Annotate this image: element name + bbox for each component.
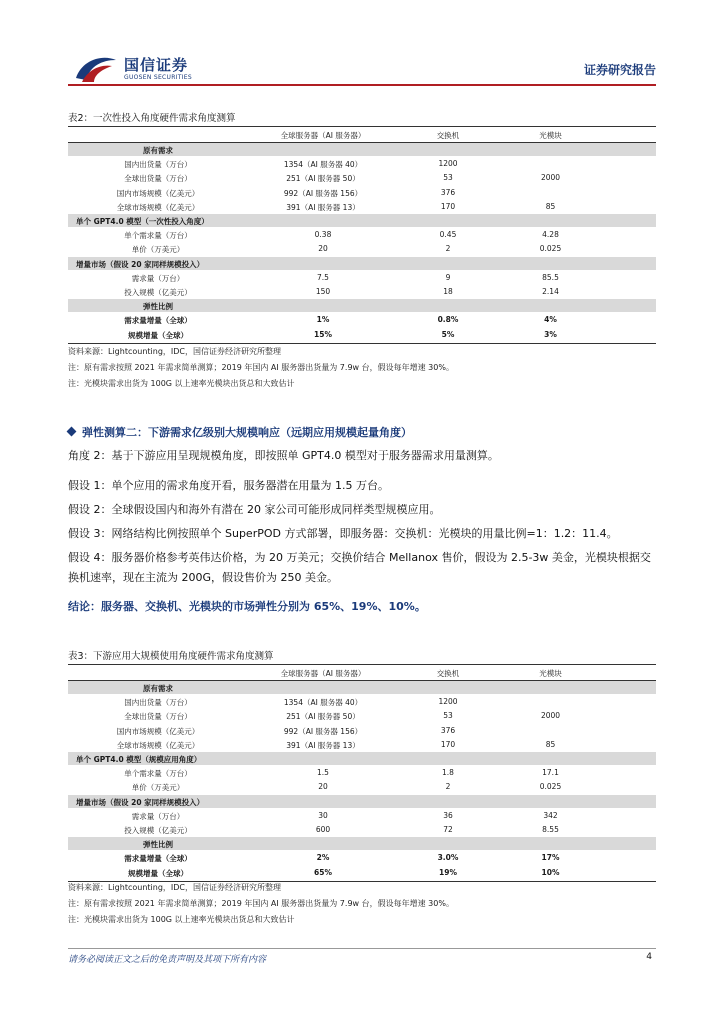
cell-value: 1.8 (442, 768, 454, 778)
section-label: 原有需求 (143, 684, 173, 693)
section-label: 单个 GPT4.0 模型（规模应用角度） (76, 755, 202, 764)
row-label: 需求量增量（全球） (124, 854, 192, 864)
table-section-row (68, 837, 656, 850)
paragraph-angle-2: 角度 2：基于下游应用呈现规模角度，即按照单 GPT4.0 模型对于服务器需求用量测算。 (68, 449, 499, 462)
table2-note-1: 注：原有需求按照 2021 年需求简单测算；2019 年国内 AI 服务器出货量为 7.9w 台，假设每年增速 30%。 (68, 363, 454, 372)
cell-value: 20 (318, 244, 328, 254)
table-row (68, 851, 656, 864)
cell-value: 0.025 (539, 782, 562, 792)
cell-value: 30 (318, 810, 328, 820)
footer-disclaimer: 请务必阅读正文之后的免责声明及其项下所有内容 (68, 955, 267, 965)
section-label: 增量市场（假设 20 家同样规模投入） (76, 797, 205, 807)
row-label: 投入规模（亿美元） (124, 288, 192, 297)
section-label: 单个 GPT4.0 模型（一次性投入角度） (76, 217, 209, 226)
row-label: 规模增量（全球） (128, 330, 188, 340)
table-row (68, 780, 656, 793)
table-section-row (68, 257, 656, 270)
cell-value: 72 (443, 825, 453, 834)
column-header: 全球服务器（AI 服务器） (280, 669, 366, 678)
section-label: 原有需求 (143, 146, 173, 155)
row-label: 国内市场规模（亿美元） (116, 188, 200, 198)
cell-value: 53 (443, 173, 453, 183)
table-row (68, 823, 656, 836)
cell-value: 376 (440, 187, 456, 197)
cell-value: 19% (439, 867, 457, 877)
cell-value: 85.5 (542, 272, 559, 282)
row-label: 全球出货量（万台） (124, 174, 192, 184)
cell-value: 1.5 (317, 768, 329, 778)
row-label: 单价（万美元） (131, 245, 185, 255)
cell-value: 36 (443, 810, 453, 820)
cell-value: 2 (445, 244, 451, 254)
brand-logo (72, 52, 202, 86)
table-row (68, 709, 656, 722)
cell-value: 2.14 (542, 287, 559, 296)
cell-value: 150 (315, 287, 331, 296)
row-label: 全球市场规模（亿美元） (116, 202, 200, 212)
table-header (68, 126, 656, 143)
table-section-row (68, 681, 656, 694)
section-label: 增量市场（假设 20 家同样规模投入） (76, 259, 205, 269)
table-row (68, 171, 656, 184)
cell-value: 251（AI 服务器 50） (286, 174, 360, 184)
table-row (68, 186, 656, 199)
header-divider (68, 84, 656, 86)
table-row (68, 200, 656, 213)
cell-value: 992（AI 服务器 156） (283, 188, 363, 198)
cell-value: 1% (316, 315, 330, 325)
cell-value: 9 (445, 272, 451, 282)
logo-emblem-icon (72, 52, 120, 84)
section-heading-text: 弹性测算二：下游需求亿级别大规模响应（远期应用规模起量角度） (82, 426, 412, 439)
cell-value: 1354（AI 服务器 40） (283, 698, 363, 708)
column-header: 全球服务器（AI 服务器） (280, 131, 366, 140)
table3-note-2: 注：光模块需求出货为 100G 以上速率光模块出货总和大致估计 (68, 915, 295, 924)
cell-value: 5% (441, 329, 455, 339)
table-row (68, 157, 656, 170)
table-row (68, 313, 656, 326)
cell-value: 0.38 (314, 230, 332, 240)
logo-text-en: GUOSEN SECURITIES (124, 74, 193, 81)
cell-value: 1354（AI 服务器 40） (283, 160, 363, 170)
cell-value: 1200 (438, 697, 458, 707)
table3-caption: 表3：下游应用大规模使用角度硬件需求角度测算 (68, 651, 274, 662)
table-section-row (68, 143, 656, 156)
cell-value: 2000 (540, 173, 561, 183)
table-row (68, 695, 656, 708)
report-type: 证券研究报告 (583, 63, 656, 77)
table3-source-note: 资料来源：Lightcounting，IDC，国信证券经济研究所整理 (68, 883, 282, 892)
cell-value: 992（AI 服务器 156） (283, 726, 363, 736)
cell-value: 8.55 (542, 825, 559, 834)
cell-value: 0.025 (539, 244, 562, 254)
section-label: 弹性比例 (143, 840, 173, 850)
diamond-bullet-icon (67, 427, 77, 437)
cell-value: 170 (440, 739, 456, 749)
table-header (68, 664, 656, 681)
row-label: 投入规模（亿美元） (124, 826, 192, 835)
table-section-row (68, 795, 656, 808)
table2-caption: 表2：一次性投入角度硬件需求角度测算 (68, 113, 236, 124)
row-label: 单个需求量（万台） (124, 231, 192, 241)
cell-value: 170 (440, 201, 456, 211)
row-label: 单个需求量（万台） (124, 769, 192, 779)
table-section-row (68, 752, 656, 765)
cell-value: 3.0% (437, 853, 459, 863)
cell-value: 251（AI 服务器 50） (286, 712, 360, 722)
table-row (68, 228, 656, 241)
cell-value: 4% (544, 315, 557, 325)
section-label: 弹性比例 (143, 302, 173, 312)
cell-value: 342 (543, 810, 558, 820)
cell-value: 85 (545, 201, 556, 211)
cell-value: 391（AI 服务器 13） (286, 740, 360, 750)
column-header: 光模块 (539, 669, 562, 678)
cell-value: 15% (314, 329, 332, 339)
table-row (68, 242, 656, 255)
paragraph-assumption-4: 假设 4：服务器价格参考英伟达价格，为 20 万美元；交换价结合 Mellanox 售价，假设为 2.5-3w 美金，光模块根据交换机速率，现在主流为 200G，假设售价为 250 美金。 (68, 551, 651, 584)
table-row (68, 738, 656, 751)
cell-value: 3% (544, 329, 557, 339)
table-bottom-rule (68, 343, 656, 344)
paragraph-assumption-3: 假设 3：网络结构比例按照单个 SuperPOD 方式部署，即服务器：交换机：光模块的用量比例=1：1.2：11.4。 (68, 527, 618, 540)
conclusion: 结论：服务器、交换机、光模块的市场弹性分别为 65%、19%、10%。 (68, 600, 426, 613)
section-heading (68, 424, 412, 440)
cell-value: 20 (318, 782, 328, 792)
cell-value: 391（AI 服务器 13） (286, 202, 360, 212)
row-label: 全球市场规模（亿美元） (116, 740, 200, 750)
cell-value: 376 (440, 725, 456, 735)
cell-value: 18 (443, 287, 453, 296)
footer-divider (68, 948, 656, 949)
table-section-row (68, 214, 656, 227)
column-header: 交换机 (436, 669, 460, 678)
column-header: 光模块 (539, 131, 562, 140)
logo-text-cn: 国信证券 (124, 56, 189, 74)
table2-note-2: 注：光模块需求出货为 100G 以上速率光模块出货总和大致估计 (68, 379, 295, 388)
page-number: 4 (646, 952, 652, 962)
table-row (68, 766, 656, 779)
row-label: 国内出货量（万台） (124, 160, 192, 170)
table-section-row (68, 299, 656, 312)
paragraph-assumption-1: 假设 1：单个应用的需求角度开看，服务器潜在用量为 1.5 万台。 (68, 479, 389, 492)
cell-value: 53 (443, 711, 453, 721)
cell-value: 0.45 (439, 230, 457, 240)
row-label: 需求量增量（全球） (124, 316, 192, 326)
cell-value: 85 (545, 739, 556, 749)
row-label: 需求量（万台） (131, 811, 185, 821)
cell-value: 0.8% (437, 315, 459, 325)
table-row (68, 866, 656, 879)
table-row (68, 271, 656, 284)
column-header: 交换机 (436, 131, 460, 140)
cell-value: 17.1 (542, 768, 559, 778)
cell-value: 2000 (540, 711, 561, 721)
cell-value: 65% (314, 867, 332, 877)
cell-value: 4.28 (542, 230, 559, 240)
table3-note-1: 注：原有需求按照 2021 年需求简单测算；2019 年国内 AI 服务器出货量为 7.9w 台，假设每年增速 30%。 (68, 899, 454, 908)
cell-value: 10% (541, 867, 560, 877)
table2-source-note: 资料来源：Lightcounting，IDC，国信证券经济研究所整理 (68, 347, 282, 356)
table-row (68, 285, 656, 298)
cell-value: 2% (316, 853, 330, 863)
row-label: 需求量（万台） (131, 273, 185, 283)
table-row (68, 328, 656, 341)
paragraph-assumption-2: 假设 2：全球假设国内和海外有潜在 20 家公司可能形成同样类型规模应用。 (68, 503, 441, 516)
row-label: 规模增量（全球） (128, 868, 188, 878)
cell-value: 600 (315, 825, 331, 834)
table-row (68, 809, 656, 822)
row-label: 单价（万美元） (131, 783, 185, 793)
cell-value: 7.5 (317, 272, 329, 282)
cell-value: 17% (541, 853, 560, 863)
table-row (68, 724, 656, 737)
cell-value: 2 (445, 782, 451, 792)
row-label: 国内出货量（万台） (124, 698, 192, 708)
cell-value: 1200 (438, 159, 458, 169)
row-label: 全球出货量（万台） (124, 712, 192, 722)
row-label: 国内市场规模（亿美元） (116, 726, 200, 736)
